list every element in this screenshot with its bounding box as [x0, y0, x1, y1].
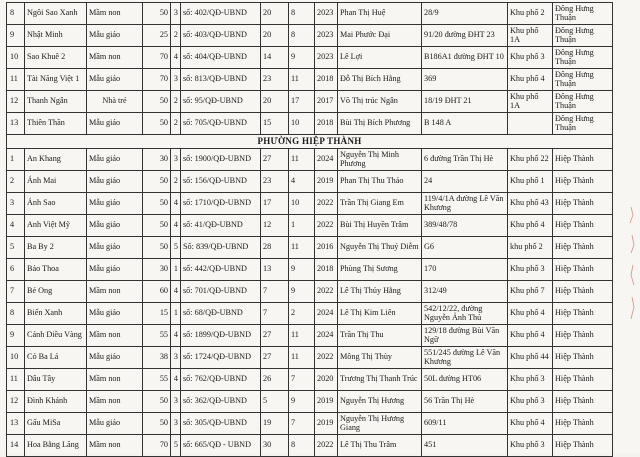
cell-staff-count: 23 [261, 69, 289, 91]
cell-row-index: 4 [7, 215, 25, 237]
cell-decision-number: số: 1710/QĐ-UBND [181, 193, 261, 215]
table-row [7, 25, 613, 47]
cell-address: 312/49 [422, 281, 508, 303]
cell-school-name: Nhật Minh [25, 25, 87, 47]
cell-ward: Đông Hưng Thuận [553, 91, 613, 113]
cell-school-name: Hoa Bằng Lăng [25, 435, 87, 457]
cell-teacher-count: 8 [289, 435, 315, 457]
cell-school-type: Mầm non [87, 47, 143, 69]
cell-row-index: 10 [7, 347, 25, 369]
cell-row-index: 10 [7, 47, 25, 69]
cell-year: 2017 [315, 91, 338, 113]
cell-capacity: 50 [143, 391, 171, 413]
cell-teacher-count: 4 [289, 171, 315, 193]
cell-school-type: Mẫu giáo [87, 347, 143, 369]
cell-address: G6 [422, 237, 508, 259]
cell-school-name: Tài Năng Việt 1 [25, 69, 87, 91]
cell-decision-number: số: 705/QĐ-UBND [181, 113, 261, 135]
cell-year: 2023 [315, 47, 338, 69]
cell-decision-number: số: 403/QĐ-UBND [181, 25, 261, 47]
cell-owner-name: Phan Thị Thu Thảo [338, 171, 422, 193]
cell-rooms: 4 [171, 47, 181, 69]
cell-school-name: Ánh Mai [25, 171, 87, 193]
cell-owner-name: Trần Thị Thu [338, 325, 422, 347]
cell-row-index: 12 [7, 91, 25, 113]
cell-owner-name: Lê Thị Kim Liên [338, 303, 422, 325]
cell-decision-number: số: 665/QĐ - UBND [181, 435, 261, 457]
school-table [6, 2, 613, 457]
cell-row-index: 5 [7, 237, 25, 259]
cell-row-index: 9 [7, 325, 25, 347]
cell-decision-number: số: 813/QĐ-UBND [181, 69, 261, 91]
table-row [7, 69, 613, 91]
cell-school-type: Mầm non [87, 281, 143, 303]
cell-year: 2023 [315, 25, 338, 47]
cell-year: 2019 [315, 413, 338, 435]
cell-capacity: 70 [143, 435, 171, 457]
cell-teacher-count: 2 [289, 303, 315, 325]
cell-address: B 148 A [422, 113, 508, 135]
cell-rooms: 1 [171, 303, 181, 325]
cell-quarter: Khu phố 4 [508, 413, 553, 435]
cell-rooms: 3 [171, 347, 181, 369]
cell-capacity: 50 [143, 3, 171, 25]
cell-decision-number: số: 305/QĐ-UBND [181, 413, 261, 435]
cell-school-name: Ngôi Sao Xanh [25, 3, 87, 25]
cell-teacher-count: 9 [289, 281, 315, 303]
cell-teacher-count: 7 [289, 369, 315, 391]
cell-row-index: 3 [7, 193, 25, 215]
cell-decision-number: số: 701/QĐ-UBND [181, 281, 261, 303]
table-row [7, 281, 613, 303]
cell-quarter: Khu phố 4 [508, 325, 553, 347]
cell-school-name: Biển Xanh [25, 303, 87, 325]
cell-quarter: Khu phố 44 [508, 347, 553, 369]
section-header [7, 135, 613, 149]
cell-rooms: 3 [171, 413, 181, 435]
cell-address: 24 [422, 171, 508, 193]
cell-teacher-count: 9 [289, 47, 315, 69]
cell-teacher-count: 17 [289, 91, 315, 113]
cell-year: 2020 [315, 369, 338, 391]
table-row [7, 215, 613, 237]
cell-ward: Hiệp Thành [553, 347, 613, 369]
cell-quarter [508, 113, 553, 135]
cell-teacher-count: 11 [289, 347, 315, 369]
cell-school-name: Bé Ong [25, 281, 87, 303]
cell-staff-count: 15 [261, 113, 289, 135]
cell-address: 50L đường HT06 [422, 369, 508, 391]
cell-address: 542/12/22, đường Nguyễn Ảnh Thủ [422, 303, 508, 325]
table-row [7, 259, 613, 281]
cell-school-name: Cánh Diều Vàng [25, 325, 87, 347]
cell-ward: Hiệp Thành [553, 193, 613, 215]
cell-year: 2024 [315, 149, 338, 171]
cell-school-name: Anh Việt Mỹ [25, 215, 87, 237]
cell-rooms: 2 [171, 25, 181, 47]
cell-rooms: 5 [171, 435, 181, 457]
cell-teacher-count: 11 [289, 325, 315, 347]
cell-school-name: Đình Khánh [25, 391, 87, 413]
table-row [7, 303, 613, 325]
cell-staff-count: 14 [261, 47, 289, 69]
cell-capacity: 70 [143, 47, 171, 69]
cell-rooms: 4 [171, 325, 181, 347]
cell-school-name: Cỏ Ba Lá [25, 347, 87, 369]
table-body-hiep-thanh [7, 149, 613, 457]
cell-staff-count: 13 [261, 259, 289, 281]
cell-row-index: 13 [7, 413, 25, 435]
cell-owner-name: Lê Thị Thủy Hằng [338, 281, 422, 303]
cell-quarter: Khu phố 3 [508, 47, 553, 69]
cell-school-type: Mẫu giáo [87, 303, 143, 325]
cell-rooms: 2 [171, 91, 181, 113]
cell-decision-number: số: 41/QĐ-UBND [181, 215, 261, 237]
cell-capacity: 15 [143, 303, 171, 325]
cell-capacity: 50 [143, 237, 171, 259]
cell-capacity: 25 [143, 25, 171, 47]
table-row [7, 413, 613, 435]
cell-address: 369 [422, 69, 508, 91]
cell-row-index: 8 [7, 303, 25, 325]
cell-teacher-count: 7 [289, 413, 315, 435]
cell-ward: Hiệp Thành [553, 325, 613, 347]
cell-year: 2018 [315, 69, 338, 91]
cell-school-name: Thiên Thần [25, 113, 87, 135]
cell-staff-count: 27 [261, 149, 289, 171]
cell-quarter: Khu phố 3 [508, 391, 553, 413]
cell-ward: Đông Hưng Thuận [553, 69, 613, 91]
cell-row-index: 11 [7, 69, 25, 91]
table-row [7, 369, 613, 391]
cell-capacity: 50 [143, 413, 171, 435]
cell-staff-count: 27 [261, 325, 289, 347]
cell-address: 389/48/78 [422, 215, 508, 237]
cell-quarter: Khu phố 1A [508, 25, 553, 47]
cell-address: 18/19 ĐHT 21 [422, 91, 508, 113]
cell-decision-number: số: 762/QĐ-UBND [181, 369, 261, 391]
cell-rooms: 4 [171, 193, 181, 215]
cell-decision-number: số: 404/QĐ-UBND [181, 47, 261, 69]
cell-address: 170 [422, 259, 508, 281]
cell-school-type: Mầm non [87, 369, 143, 391]
table-row [7, 91, 613, 113]
cell-school-type: Mẫu giáo [87, 215, 143, 237]
cell-address: 56 Trần Thị Hè [422, 391, 508, 413]
cell-school-type: Mẫu giáo [87, 413, 143, 435]
table-row [7, 171, 613, 193]
cell-ward: Hiệp Thành [553, 215, 613, 237]
table-row [7, 47, 613, 69]
cell-school-type: Mẫu giáo [87, 113, 143, 135]
cell-school-name: An Khang [25, 149, 87, 171]
table-row [7, 193, 613, 215]
cell-staff-count: 7 [261, 303, 289, 325]
cell-ward: Đông Hưng Thuận [553, 3, 613, 25]
cell-owner-name: Phan Thị Huệ [338, 3, 422, 25]
cell-teacher-count: 9 [289, 391, 315, 413]
cell-row-index: 2 [7, 171, 25, 193]
cell-year: 2022 [315, 435, 338, 457]
cell-year: 2022 [315, 281, 338, 303]
cell-school-type: Mẫu giáo [87, 25, 143, 47]
cell-row-index: 13 [7, 113, 25, 135]
cell-ward: Hiệp Thành [553, 237, 613, 259]
cell-teacher-count: 8 [289, 3, 315, 25]
cell-year: 2023 [315, 3, 338, 25]
cell-school-name: Thanh Ngân [25, 91, 87, 113]
cell-school-name: Ánh Sao [25, 193, 87, 215]
cell-decision-number: số: 156/QĐ-UBND [181, 171, 261, 193]
cell-school-type: Mầm non [87, 325, 143, 347]
cell-staff-count: 27 [261, 347, 289, 369]
cell-staff-count: 20 [261, 25, 289, 47]
cell-decision-number: số: 402/QĐ-UBND [181, 3, 261, 25]
cell-owner-name: Bùi Thị Huyền Trâm [338, 215, 422, 237]
cell-teacher-count: 11 [289, 237, 315, 259]
cell-teacher-count: 10 [289, 113, 315, 135]
cell-quarter: Khu phố 4 [508, 215, 553, 237]
cell-school-name: Sao Khuê 2 [25, 47, 87, 69]
cell-row-index: 14 [7, 435, 25, 457]
cell-teacher-count: 8 [289, 25, 315, 47]
cell-ward: Hiệp Thành [553, 369, 613, 391]
cell-quarter: Khu phố 22 [508, 149, 553, 171]
cell-decision-number: số: 362/QĐ-UBND [181, 391, 261, 413]
cell-decision-number: Số: 839/QĐ-UBND [181, 237, 261, 259]
cell-row-index: 9 [7, 25, 25, 47]
cell-capacity: 50 [143, 113, 171, 135]
cell-staff-count: 5 [261, 391, 289, 413]
cell-owner-name: Mai Phước Đại [338, 25, 422, 47]
cell-capacity: 50 [143, 193, 171, 215]
cell-ward: Đông Hưng Thuận [553, 25, 613, 47]
cell-quarter: Khu phố 3 [508, 369, 553, 391]
cell-year: 2024 [315, 325, 338, 347]
cell-rooms: 3 [171, 69, 181, 91]
cell-teacher-count: 9 [289, 259, 315, 281]
cell-staff-count: 19 [261, 413, 289, 435]
cell-school-type: Mẫu giáo [87, 193, 143, 215]
cell-row-index: 11 [7, 369, 25, 391]
cell-decision-number: số: 68/QĐ-UBND [181, 303, 261, 325]
cell-owner-name: Nguyễn Thị Thuý Diễm [338, 237, 422, 259]
cell-row-index: 1 [7, 149, 25, 171]
cell-ward: Đông Hưng Thuận [553, 47, 613, 69]
cell-school-name: Ba By 2 [25, 237, 87, 259]
cell-owner-name: Nguyễn Thị Hương Giang [338, 413, 422, 435]
cell-staff-count: 23 [261, 171, 289, 193]
section-title: PHƯỜNG HIỆP THÀNH [7, 135, 613, 149]
cell-school-type: Mẫu giáo [87, 171, 143, 193]
cell-owner-name: Lê Lợi [338, 47, 422, 69]
cell-school-type: Mẫu giáo [87, 259, 143, 281]
cell-school-name: Dâu Tây [25, 369, 87, 391]
cell-year: 2018 [315, 113, 338, 135]
cell-ward: Hiệp Thành [553, 303, 613, 325]
cell-owner-name: Mông Thị Thùy [338, 347, 422, 369]
cell-teacher-count: 10 [289, 193, 315, 215]
cell-quarter: Khu phố 1 [508, 171, 553, 193]
cell-owner-name: Bùi Thị Bích Phương [338, 113, 422, 135]
cell-year: 2018 [315, 259, 338, 281]
cell-decision-number: số: 95/QĐ-UBND [181, 91, 261, 113]
cell-rooms: 4 [171, 215, 181, 237]
cell-quarter: Khu phố 43 [508, 193, 553, 215]
cell-quarter: Khu phố 4 [508, 303, 553, 325]
cell-staff-count: 7 [261, 281, 289, 303]
table-row [7, 325, 613, 347]
table-body-dong-hung-thuan [7, 3, 613, 135]
cell-owner-name: Trần Thị Giang Em [338, 193, 422, 215]
cell-ward: Đông Hưng Thuận [553, 113, 613, 135]
cell-school-type: Mầm non [87, 3, 143, 25]
cell-owner-name: Phùng Thị Sương [338, 259, 422, 281]
cell-address: 119/4/1A đường Lê Văn Khương [422, 193, 508, 215]
cell-rooms: 5 [171, 237, 181, 259]
cell-rooms: 4 [171, 369, 181, 391]
cell-year: 2022 [315, 215, 338, 237]
cell-owner-name: Lê Thị Thu Trâm [338, 435, 422, 457]
cell-owner-name: Trương Thị Thanh Trúc [338, 369, 422, 391]
cell-decision-number: số: 1899/QĐ-UBND [181, 325, 261, 347]
cell-address: 451 [422, 435, 508, 457]
cell-rooms: 3 [171, 149, 181, 171]
cell-ward: Hiệp Thành [553, 413, 613, 435]
cell-teacher-count: 11 [289, 69, 315, 91]
cell-staff-count: 20 [261, 3, 289, 25]
cell-row-index: 8 [7, 3, 25, 25]
cell-school-type: Mẫu giáo [87, 69, 143, 91]
cell-capacity: 38 [143, 347, 171, 369]
cell-address: B186A1 đường ĐHT 10 [422, 47, 508, 69]
cell-address: 91/20 đường ĐHT 23 [422, 25, 508, 47]
cell-row-index: 12 [7, 391, 25, 413]
cell-address: 609/11 [422, 413, 508, 435]
cell-capacity: 70 [143, 69, 171, 91]
cell-ward: Hiệp Thành [553, 281, 613, 303]
cell-staff-count: 30 [261, 435, 289, 457]
cell-staff-count: 28 [261, 237, 289, 259]
cell-capacity: 50 [143, 91, 171, 113]
cell-year: 2016 [315, 237, 338, 259]
cell-ward: Hiệp Thành [553, 171, 613, 193]
cell-teacher-count: 11 [289, 149, 315, 171]
cell-rooms: 2 [171, 113, 181, 135]
cell-quarter: Khu phố 2 [508, 3, 553, 25]
cell-capacity: 50 [143, 171, 171, 193]
cell-quarter: khu phố 2 [508, 237, 553, 259]
cell-decision-number: số: 1724/QĐ-UBND [181, 347, 261, 369]
cell-staff-count: 26 [261, 369, 289, 391]
cell-quarter: Khu phố 3 [508, 259, 553, 281]
cell-capacity: 60 [143, 281, 171, 303]
cell-year: 2019 [315, 391, 338, 413]
cell-staff-count: 12 [261, 215, 289, 237]
cell-rooms: 1 [171, 259, 181, 281]
cell-ward: Hiệp Thành [553, 259, 613, 281]
cell-capacity: 55 [143, 369, 171, 391]
cell-staff-count: 20 [261, 91, 289, 113]
cell-owner-name: Võ Thị trúc Ngân [338, 91, 422, 113]
table-row [7, 149, 613, 171]
cell-quarter: Khu phố 3 [508, 435, 553, 457]
cell-quarter: Khu phố 7 [508, 281, 553, 303]
cell-quarter: Khu phố 4 [508, 69, 553, 91]
cell-decision-number: số: 442/QĐ-UBND [181, 259, 261, 281]
cell-owner-name: Đỗ Thị Bích Hằng [338, 69, 422, 91]
cell-school-name: Bảo Thoa [25, 259, 87, 281]
cell-school-type: Mầm non [87, 435, 143, 457]
cell-owner-name: Nguyễn Thị Minh Phương [338, 149, 422, 171]
cell-address: 129/18 đường Bùi Văn Ngữ [422, 325, 508, 347]
cell-year: 2022 [315, 347, 338, 369]
cell-capacity: 55 [143, 325, 171, 347]
cell-school-type: Mẫu giáo [87, 237, 143, 259]
cell-rooms: 3 [171, 3, 181, 25]
cell-capacity: 50 [143, 215, 171, 237]
cell-school-name: Gấu MiSa [25, 413, 87, 435]
cell-quarter: Khu phố 1A [508, 91, 553, 113]
cell-address: 6 đường Trần Thị Hè [422, 149, 508, 171]
cell-address: 28/9 [422, 3, 508, 25]
cell-rooms: 2 [171, 171, 181, 193]
cell-ward: Hiệp Thành [553, 435, 613, 457]
cell-ward: Hiệp Thành [553, 149, 613, 171]
cell-school-type: Mẫu giáo [87, 149, 143, 171]
cell-capacity: 30 [143, 259, 171, 281]
table-row [7, 237, 613, 259]
cell-row-index: 6 [7, 259, 25, 281]
table-row [7, 113, 613, 135]
cell-rooms: 3 [171, 391, 181, 413]
cell-ward: Hiệp Thành [553, 391, 613, 413]
cell-owner-name: Nguyễn Thị Hương [338, 391, 422, 413]
cell-capacity: 30 [143, 149, 171, 171]
cell-teacher-count: 1 [289, 215, 315, 237]
cell-row-index: 7 [7, 281, 25, 303]
cell-school-type: Nhà trẻ [87, 91, 143, 113]
cell-year: 2022 [315, 193, 338, 215]
cell-year: 2024 [315, 303, 338, 325]
cell-rooms: 4 [171, 281, 181, 303]
table-row [7, 435, 613, 457]
cell-address: 551/245 đường Lê Văn Khương [422, 347, 508, 369]
cell-school-type: Mầm non [87, 391, 143, 413]
table-row [7, 347, 613, 369]
table-row [7, 3, 613, 25]
cell-decision-number: số: 1900/QĐ-UBND [181, 149, 261, 171]
cell-year: 2019 [315, 171, 338, 193]
table-row [7, 391, 613, 413]
margin-handwriting-mark [624, 205, 638, 325]
cell-staff-count: 17 [261, 193, 289, 215]
